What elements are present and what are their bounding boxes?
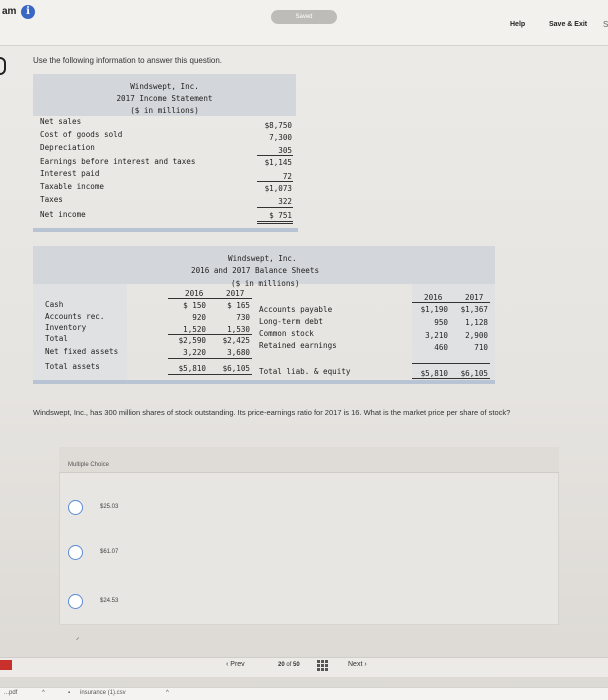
help-link[interactable]: Help bbox=[510, 21, 526, 28]
income-statement-units: ($ in millions) bbox=[130, 106, 199, 115]
bs-liab-label: Retained earnings bbox=[259, 341, 337, 350]
bs-asset-2017: 1,530 bbox=[227, 325, 250, 334]
text-cursor-icon: ᐟ bbox=[76, 636, 80, 645]
chevron-up-icon[interactable]: ^ bbox=[42, 690, 45, 696]
radio-button[interactable] bbox=[68, 500, 83, 515]
total-rule bbox=[257, 221, 293, 222]
bs-year-2017-liab: 2017 bbox=[465, 293, 484, 302]
bs-liab-2016: 3,210 bbox=[425, 331, 448, 340]
option-label[interactable]: $24.53 bbox=[100, 598, 119, 604]
bs-asset-2016: $5,810 bbox=[178, 364, 206, 373]
total-rule bbox=[257, 223, 293, 224]
total-rule bbox=[412, 378, 490, 379]
bs-year-2017-assets: 2017 bbox=[226, 289, 245, 298]
bs-liab-2016: $5,810 bbox=[420, 369, 448, 378]
is-row-value: $8,750 bbox=[264, 121, 292, 130]
bs-liab-label: Total liab. & equity bbox=[259, 367, 351, 376]
info-icon[interactable]: i bbox=[21, 5, 35, 19]
bs-asset-2016: 920 bbox=[192, 313, 206, 322]
saved-status-badge: Saved bbox=[271, 10, 337, 24]
chevron-up-icon[interactable]: ^ bbox=[166, 690, 169, 696]
total-rule bbox=[168, 374, 252, 375]
bs-year-2016-liab: 2016 bbox=[424, 293, 443, 302]
is-row-label: Net sales bbox=[40, 117, 82, 126]
page-indicator bbox=[278, 662, 300, 668]
file-icon: ▪ bbox=[68, 690, 71, 696]
bs-liab-2017: $1,367 bbox=[460, 305, 488, 314]
prev-button[interactable] bbox=[226, 661, 245, 668]
multiple-choice-label: Multiple Choice bbox=[68, 462, 110, 468]
total-pages: 50 bbox=[293, 662, 300, 668]
multiple-choice-header bbox=[59, 447, 559, 473]
next-label: Next bbox=[348, 661, 363, 668]
bs-asset-label: Accounts rec. bbox=[45, 312, 105, 321]
chevron-left-icon: ‹ bbox=[226, 661, 231, 668]
is-row-label: Earnings before interest and taxes bbox=[40, 157, 196, 166]
balance-sheet-title: 2016 and 2017 Balance Sheets bbox=[191, 266, 320, 275]
bs-asset-label: Cash bbox=[45, 300, 64, 309]
income-statement-company: Windswept, Inc. bbox=[130, 82, 199, 91]
subtotal-rule bbox=[257, 207, 293, 208]
radio-button[interactable] bbox=[68, 594, 83, 609]
download-item[interactable]: ...pdf bbox=[4, 690, 18, 696]
bs-asset-label: Total bbox=[45, 334, 68, 343]
is-row-label: Taxable income bbox=[40, 182, 105, 191]
is-row-value: $1,145 bbox=[264, 158, 292, 167]
bs-asset-2017: $6,105 bbox=[222, 364, 250, 373]
subtotal-rule bbox=[257, 181, 293, 182]
bs-liab-2016: $1,190 bbox=[420, 305, 448, 314]
cut-off-text: S bbox=[603, 20, 608, 29]
is-row-value: 72 bbox=[282, 172, 292, 181]
bs-liab-2016: 950 bbox=[434, 318, 448, 327]
grid-icon[interactable] bbox=[317, 660, 328, 671]
instruction-text: Use the following information to answer this question. bbox=[33, 56, 222, 65]
bs-asset-label: Total assets bbox=[45, 362, 100, 371]
is-row-label: Cost of goods sold bbox=[40, 130, 123, 139]
subtotal-rule bbox=[412, 363, 490, 364]
is-row-label: Net income bbox=[40, 210, 86, 219]
red-tab-indicator bbox=[0, 660, 12, 670]
prev-label: Prev bbox=[230, 661, 245, 668]
bs-asset-label: Inventory bbox=[45, 323, 87, 332]
balance-sheet-company: Windswept, Inc. bbox=[228, 254, 297, 263]
multiple-choice-panel bbox=[59, 447, 559, 625]
bs-asset-2016: $2,590 bbox=[178, 336, 206, 345]
is-row-label: Depreciation bbox=[40, 143, 95, 152]
brand-text: am bbox=[2, 6, 17, 17]
chevron-right-icon: › bbox=[362, 661, 367, 668]
table-separator-bar bbox=[33, 228, 298, 232]
subtotal-rule bbox=[168, 358, 252, 359]
bs-liab-2016: 460 bbox=[434, 343, 448, 352]
bs-year-2016-assets: 2016 bbox=[185, 289, 204, 298]
bs-liab-2017: $6,105 bbox=[460, 369, 488, 378]
page-of: of bbox=[286, 662, 292, 668]
table-separator-bar bbox=[33, 380, 495, 384]
is-row-value: 322 bbox=[278, 197, 292, 206]
bs-asset-2016: 1,520 bbox=[183, 325, 206, 334]
balance-sheet-units: ($ in millions) bbox=[231, 279, 300, 288]
subtotal-rule bbox=[168, 334, 252, 335]
current-page: 20 bbox=[278, 662, 285, 668]
is-row-value: $1,073 bbox=[264, 184, 292, 193]
year-underline bbox=[168, 298, 252, 299]
bs-liab-2017: 2,900 bbox=[465, 331, 488, 340]
pager-bar bbox=[0, 657, 608, 677]
bs-asset-2017: 3,680 bbox=[227, 348, 250, 357]
question-text: Windswept, Inc., has 300 million shares of stock outstanding. Its price-earnings ratio for 2017 is 16. What is the market price per share of stock? bbox=[33, 408, 511, 417]
next-button[interactable] bbox=[348, 661, 367, 668]
year-underline bbox=[412, 302, 490, 303]
bs-liab-label: Long-term debt bbox=[259, 317, 324, 326]
is-row-value: 305 bbox=[278, 146, 292, 155]
is-row-value: 7,300 bbox=[269, 133, 292, 142]
bs-asset-2016: 3,220 bbox=[183, 348, 206, 357]
is-row-label: Taxes bbox=[40, 195, 63, 204]
bs-liab-label: Accounts payable bbox=[259, 305, 333, 314]
bs-asset-2016: $ 150 bbox=[183, 301, 206, 310]
option-label[interactable]: $61.07 bbox=[100, 549, 119, 555]
subtotal-rule bbox=[257, 155, 293, 156]
option-label[interactable]: $25.03 bbox=[100, 504, 119, 510]
download-item[interactable]: insurance (1).csv bbox=[80, 690, 126, 696]
bs-asset-2017: $ 165 bbox=[227, 301, 250, 310]
collapse-panel-icon[interactable] bbox=[0, 57, 6, 75]
bs-asset-label: Net fixed assets bbox=[45, 347, 119, 356]
radio-button[interactable] bbox=[68, 545, 83, 560]
bs-liab-2017: 710 bbox=[474, 343, 488, 352]
is-row-value: $ 751 bbox=[269, 211, 292, 220]
bs-asset-2017: $2,425 bbox=[222, 336, 250, 345]
bs-liab-label: Common stock bbox=[259, 329, 314, 338]
is-row-label: Interest paid bbox=[40, 169, 100, 178]
income-statement-title: 2017 Income Statement bbox=[116, 94, 213, 103]
save-exit-link[interactable]: Save & Exit bbox=[549, 21, 588, 28]
bs-liab-2017: 1,128 bbox=[465, 318, 488, 327]
bs-asset-2017: 730 bbox=[236, 313, 250, 322]
